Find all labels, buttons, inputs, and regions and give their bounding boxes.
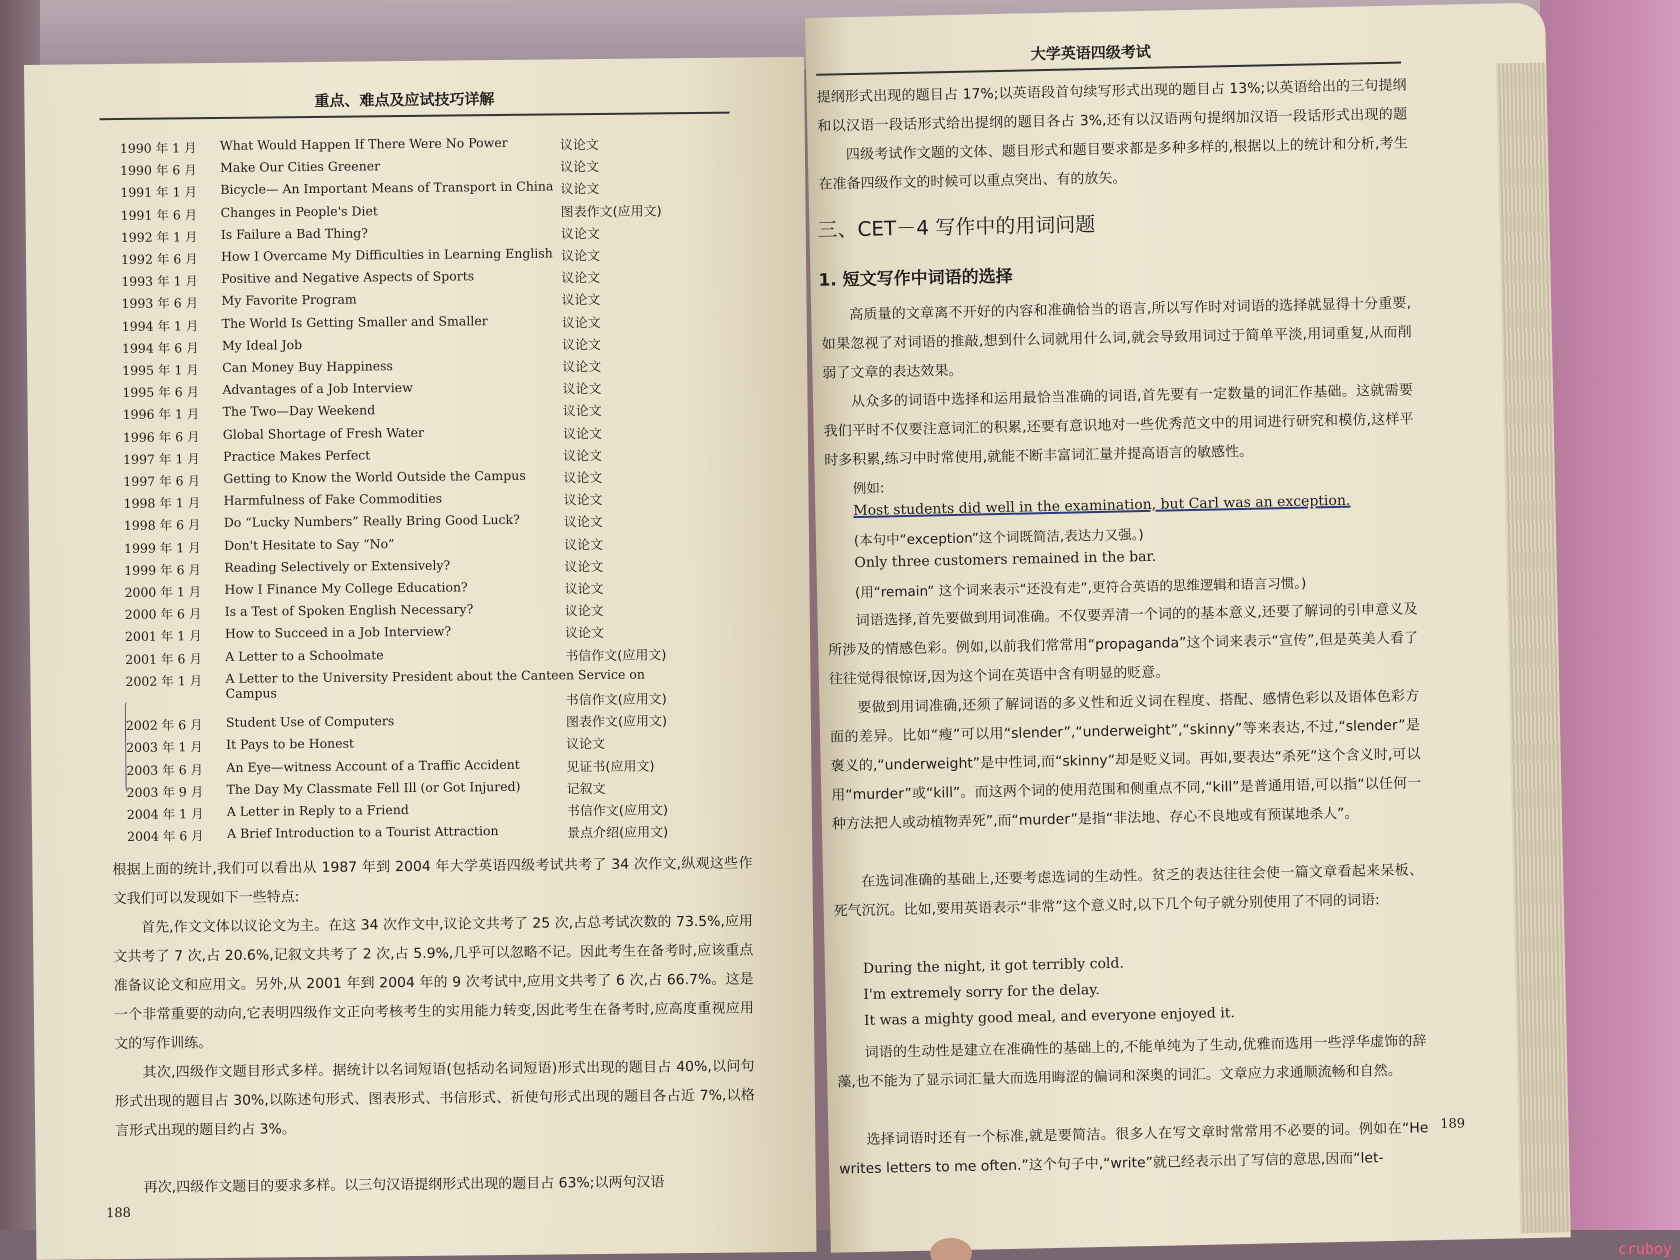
cell-date: 1993 年 6 月 [121,295,199,312]
example-sentence-3: During the night, it got terribly cold. [862,955,1125,977]
cell-date: 2002 年 1 月 [125,672,203,689]
left-running-head: 重点、难点及应试技巧详解 [314,90,495,110]
cell-title: What Would Happen If There Were No Power [219,134,508,153]
cell-type: 议论文 [563,537,604,553]
cell-title: Getting to Know the World Outside the Campus [223,467,526,486]
cell-type: 议论文 [561,337,602,354]
cell-date: 1999 年 6 月 [124,561,202,578]
thumb [930,1238,972,1260]
cell-date: 1994 年 1 月 [121,317,199,334]
cell-type: 议论文 [566,737,606,753]
cell-date: 1991 年 6 月 [120,206,198,223]
left-page [24,57,816,1260]
example-sentence-1-text: Most students did well in the examination, but Carl was an exception. [853,492,1351,520]
example-sentence-5: It was a mighty good meal, and everyone enjoyed it. [863,1005,1235,1029]
cell-title: The Two—Day Weekend [222,402,376,420]
subsection-title: 1. 短文写作中词语的选择 [818,266,1013,291]
cell-title: Harmfulness of Fake Commodities [223,490,443,509]
example-sentence-1 [853,493,1350,519]
cell-date: 1993 年 1 月 [121,273,199,290]
cell-date: 2001 年 1 月 [124,628,202,645]
cell-date: 1991 年 1 月 [120,184,198,201]
right-paragraph-5: 在选词准确的基础上,还要考虑选词的生动性。贫乏的表达往往会使一篇文章看起来呆板、死气沉沉。比如,要用英语表示“非常”这个意义时,以下几个句子就分别使用了不同的词语: [833,862,1424,920]
cell-title: Don't Hesitate to Say “No” [223,535,395,553]
cell-title: My Ideal Job [221,336,303,353]
cell-type: 议论文 [561,293,601,309]
cell-date: 2000 年 1 月 [124,584,202,600]
cell-type: 议论文 [563,515,603,531]
cell-title: The World Is Getting Smaller and Smaller [221,312,488,331]
cell-type: 记叙文 [566,781,606,798]
cell-title: A Letter in Reply to a Friend [226,802,409,819]
cell-title: A Letter to the University President about the Canteen Service on Campus [225,666,646,701]
cell-type: 议论文 [563,493,603,509]
cell-title: Is Failure a Bad Thing? [220,225,369,242]
cell-date: 1996 年 6 月 [122,428,200,445]
right-paragraph-4: 要做到用词准确,还须了解词语的多义性和近义词在程度、搭配、感情色彩以及语体色彩方面的差异。比如“瘦”可以用“slender”,“underweight”,“skinny”等来表达,不过,“slender”是褒义的,“underweight”是中性词,而“skinny”却是贬义词。再如,要表达“杀死”这个含义时,可以用“murder”或“kill”。而这两个词的使用范围和侧重点不同,“kill”是普通用语,可以指“以任何一种方法把人或动植物弄死”,而“murder”是指“非法地、存心不良地或有预谋地杀人”。 [829,688,1422,833]
cell-type: 议论文 [562,382,602,398]
left-paragraph-1: 根据上面的统计,我们可以看出从 1987 年到 2004 年大学英语四级考试共考了 34 次作文,纵观这些作文我们可以发现如下一些特点: [112,855,753,908]
right-page [805,3,1571,1253]
cell-title: Positive and Negative Aspects of Sports [221,268,475,287]
cell-date: 2003 年 1 月 [126,739,203,756]
cell-type: 见证书(应用文) [566,759,655,775]
cell-date: 1992 年 6 月 [120,251,198,267]
cell-type: 议论文 [563,470,603,487]
cell-type: 议论文 [564,604,604,620]
cell-type: 议论文 [561,271,601,287]
cell-type: 议论文 [563,448,603,465]
cell-title: It Pays to be Honest [226,735,355,753]
cell-title: Practice Makes Perfect [223,447,371,464]
cell-date: 1998 年 6 月 [123,517,201,534]
cell-date: 1990 年 6 月 [120,162,197,179]
cell-title: An Eye—witness Account of a Traffic Accident [226,756,520,775]
cell-date: 2004 年 1 月 [126,806,204,822]
left-head-rule [100,112,730,121]
cell-title: How to Succeed in a Job Interview? [224,623,452,642]
left-paragraph-4: 再次,四级作文题目的要求多样。以三句汉语提纲形式出现的题目占 63%;以两句汉语 [143,1174,665,1196]
example-note-2: (用“remain” 这个词来表示“还没有走”,更符合英语的思维逻辑和语言习惯。) [854,575,1307,602]
cell-type: 书信作文(应用文) [566,803,669,820]
right-intro: 提纲形式出现的题目占 17%;以英语段首句续写形式出现的题目占 13%;以英语给出的三句提纲和以汉语一段话形式给出提纲的题目各占 3%,还有以汉语两句提纲加汉语一段话形式出现的题目也约占 [816,77,1408,135]
cell-title: Advantages of a Job Interview [222,380,413,398]
cell-type: 议论文 [564,559,604,576]
cell-type: 议论文 [560,160,600,176]
cell-title: Is a Test of Spoken English Necessary? [224,601,474,620]
right-paragraph-3: 词语选择,首先要做到用词准确。不仅要弄清一个词的的基本意义,还要了解词的引申意义及所涉及的情感色彩。例如,以前我们常常用“propaganda”这个词来表示“宣传”,但是英美人看了往往觉得很惊讶,因为这个词在英语中含有明显的贬意。 [828,601,1419,688]
cell-title: Student Use of Computers [225,713,395,731]
right-paragraph-6: 词语的生动性是建立在准确性的基础上的,不能单纯为了生动,优雅而选用一些浮华虚饰的辞藻,也不能为了显示词汇量大而选用晦涩的偏词和深奥的词汇。文章应力求通顺流畅和自然。 [837,1033,1427,1091]
cell-date: 2004 年 6 月 [127,828,204,845]
left-paragraph-2: 首先,作文文体以议论文为主。在这 34 次作文中,议论文共考了 25 次,占总考试次数的 73.5%,应用文共考了 7 次,占 20.6%,记叙文共考了 2 次,占 5.9%,几乎可以忽略不记。因此考生在备考时,应该重点准备议论文和应用文。另外,从 2001 年到 2004 年的 9 次考试中,应用文共考了 6 次,占 66.7%。这是一个非常重要的动向,它表明四级作文正向考核考生的实用能力转变,因此考生在备考时,应高度重视应用文的写作训练。 [113,913,755,1053]
pen-bracket-mark [125,702,133,792]
cell-type: 图表作文(应用文) [565,714,668,731]
cell-type: 书信作文(应用文) [565,647,667,664]
cell-title: Reading Selectively or Extensively? [224,557,451,575]
cell-type: 议论文 [562,359,602,376]
right-running-head: 大学英语四级考试 [1030,42,1151,64]
cell-date: 1997 年 1 月 [123,450,200,467]
cell-type: 议论文 [564,626,605,642]
cell-date: 1998 年 1 月 [123,495,201,512]
cell-date: 1992 年 1 月 [120,228,198,245]
cell-title: A Letter to a Schoolmate [225,646,384,664]
cell-type: 图表作文(应用文) [560,203,662,220]
cell-type: 景点介绍(应用文) [567,825,669,842]
left-page-number: 188 [105,1205,131,1222]
cell-date: 1995 年 6 月 [122,384,200,401]
cell-type: 议论文 [559,137,599,154]
cell-title: Global Shortage of Fresh Water [222,424,425,442]
cell-title: Make Our Cities Greener [220,158,381,176]
cell-date: 1990 年 1 月 [119,140,197,157]
cell-title: The Day My Classmate Fell Ill (or Got Injured) [226,778,521,797]
cell-title: My Favorite Program [221,291,357,309]
cell-date: 1997 年 6 月 [123,473,201,489]
cell-type: 书信作文(应用文) [565,692,667,709]
cell-type: 议论文 [562,404,602,420]
right-intro-2: 四级考试作文题的文体、题目形式和题目要求都是多种多样的,根据以上的统计和分析,考生在准备四级作文的时候可以重点突出、有的放矢。 [818,135,1408,193]
cell-type: 议论文 [561,315,601,331]
cell-title: Can Money Buy Happiness [222,358,394,375]
right-paragraph-1: 高质量的文章离不开好的内容和准确恰当的语言,所以写作时对词语的选择就显得十分重要,如果忽视了对词语的推敲,想到什么词就用什么词,就会导致用词过于简单平淡,用词重复,从而削弱了文章的表达效果。 [821,295,1412,382]
cell-title: Bicycle— An Important Means of Transport in China [220,178,554,198]
right-paragraph-7: 选择词语时还有一个标准,就是要简洁。很多人在写文章时常常用不必要的词。例如在“He writes letters to me often.”这个句子中,“write”就已经表示出了写信的意思,因而“let- [838,1120,1429,1178]
cell-title: Do “Lucky Numbers” Really Bring Good Luck? [223,512,520,531]
cell-type: 议论文 [562,426,602,442]
example-label: 例如: [852,480,885,498]
right-page-number: 189 [1440,1116,1466,1132]
cell-title: How I Finance My College Education? [224,579,468,597]
example-sentence-4: I'm extremely sorry for the delay. [863,982,1100,1003]
cell-date: 2001 年 6 月 [125,650,202,667]
exam-topics-table [119,132,770,845]
cell-date: 1995 年 1 月 [122,362,199,378]
right-paragraph-2: 从众多的词语中选择和运用最恰当准确的词语,首先要有一定数量的词汇作基础。这就需要我们平时不仅要注意词汇的积累,还要有意识地对一些优秀范文中的用词进行研究和模仿,这样平时多积累,练习中时常使用,就能不断丰富词汇量并提高语言的敏感性。 [823,382,1414,469]
cell-type: 议论文 [564,581,604,598]
cell-date: 1996 年 1 月 [122,406,200,423]
cell-title: How I Overcame My Difficulties in Learning English [220,245,553,264]
cell-title: Changes in People's Diet [220,202,378,220]
cell-date: 1999 年 1 月 [123,539,201,556]
watermark: cruboy [1617,1240,1672,1258]
section-title: 三、CET－4 写作中的用词问题 [817,211,1096,242]
cell-type: 议论文 [560,182,600,198]
cell-date [126,693,216,694]
example-sentence-2: Only three customers remained in the bar. [854,548,1157,572]
cell-title: A Brief Introduction to a Tourist Attraction [226,823,499,842]
example-note-1: (本句中“exception”这个词既简洁,表达力又强。) [853,527,1144,550]
cell-type: 议论文 [560,248,601,265]
cell-date: 1994 年 6 月 [121,339,199,356]
cell-date: 2003 年 6 月 [126,761,204,778]
cell-date: 2002 年 6 月 [125,717,203,734]
cell-date: 2003 年 9 月 [126,783,204,800]
left-paragraph-3: 其次,四级作文题目形式多样。据统计以名词短语(包括动名词短语)形式出现的题目占 40%,以问句形式出现的题目占 30%,以陈述句形式、图表形式、书信形式、祈使句形式出现的题目各占近 7%,以格言形式出现的题目约占 3%。 [114,1058,755,1140]
cell-date: 2000 年 6 月 [124,606,202,623]
cell-type: 议论文 [560,226,600,243]
